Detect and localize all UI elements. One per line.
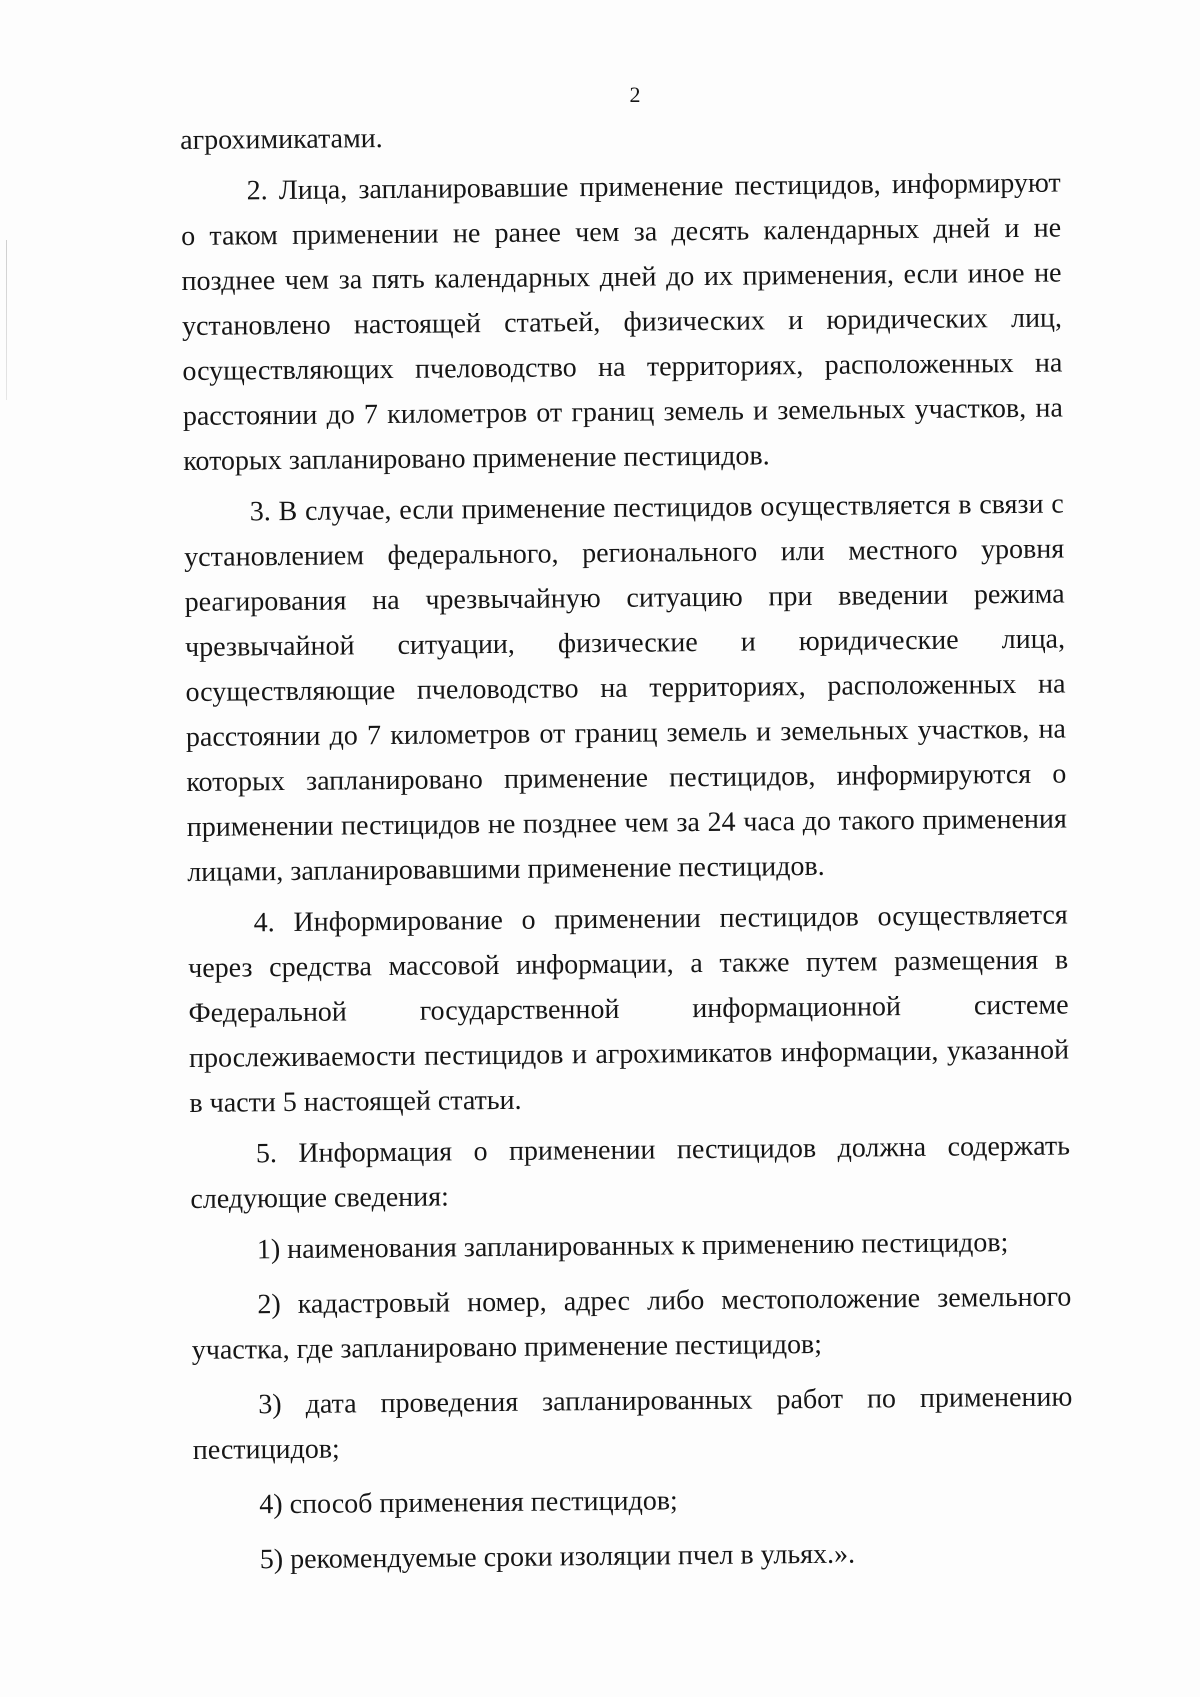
list-item-3: 3) дата проведения запланированных работ по применению пестицидов;: [192, 1381, 1073, 1466]
continuation-line: агрохимикатами.: [180, 123, 383, 156]
list-item-4: 4) способ применения пестицидов;: [259, 1485, 678, 1521]
page-number: 2: [629, 82, 641, 107]
list-item-5: 5) рекомендуемые сроки изоляции пчел в ульях.».: [259, 1538, 856, 1576]
scan-binding-mark: [6, 240, 7, 400]
paragraph-5: 5. Информация о применении пестицидов должна содержать следующие сведения:: [190, 1130, 1071, 1215]
paragraph-3: 3. В случае, если применение пестицидов осуществляется в связи с установлением федерального, регионального или местного уровня реагирования на чрезвычайную ситуацию при введении режима чрезвычайной ситуации, физические и юридические лица, осуществляющие пчеловодство на территориях, расположенных на расстоянии до 7 километров от границ земель и земельных участков, на которых запланировано применение пестицидов, информируются о применении пестицидов не позднее чем за 24 часа до такого применения лицами, запланировавшими применение пестицидов.: [184, 488, 1067, 888]
list-item-2: 2) кадастровый номер, адрес либо местоположение земельного участка, где запланировано применение пестицидов;: [191, 1281, 1072, 1366]
list-item-1: 1) наименования запланированных к применению пестицидов;: [256, 1227, 1009, 1266]
paragraph-4: 4. Информирование о применении пестицидов осуществляется через средства массовой информации, а также путем размещения в Федеральной государственной информационной системе прослеживаемости пестицидов и агрохимикатов информации, указанной в части 5 настоящей статьи.: [188, 899, 1070, 1119]
paragraph-2: 2. Лица, запланировавшие применение пестицидов, информируют о таком применении не ранее чем за десять календарных дней и не позднее чем за пять календарных дней до их применения, если иное не установлено настоящей статьей, физических и юридических лиц, осуществляющих пчеловодство на территориях, расположенных на расстоянии до 7 километров от границ земель и земельных участков, на которых запланировано применение пестицидов.: [180, 167, 1063, 477]
document-body: [180, 110, 1074, 1593]
